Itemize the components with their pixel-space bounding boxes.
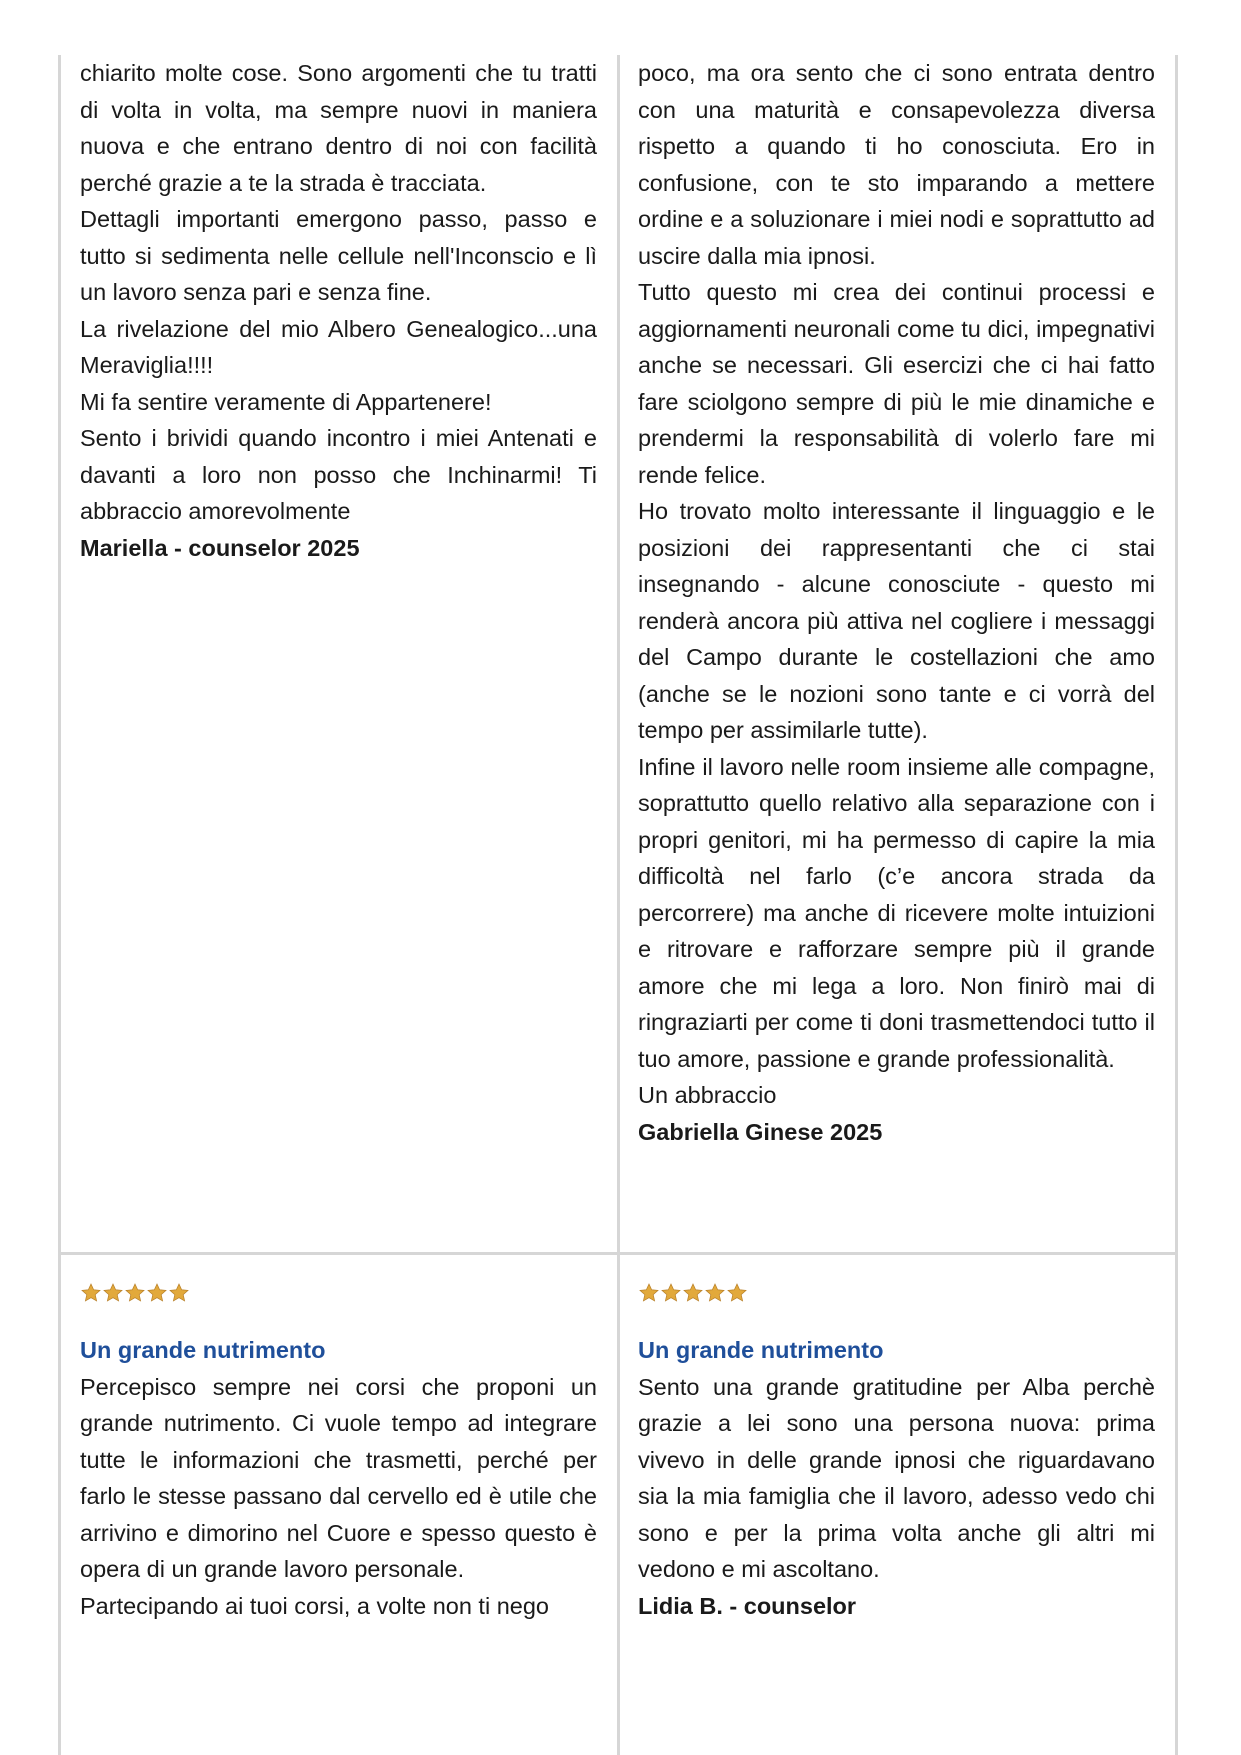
testimonial-paragraph: Un abbraccio: [638, 1082, 777, 1108]
star-icon: [704, 1282, 726, 1304]
testimonial-author: Gabriella Ginese 2025: [638, 1118, 883, 1145]
star-icon: [168, 1282, 190, 1304]
testimonial-heading: Un grande nutrimento: [80, 1337, 326, 1363]
testimonial-paragraph: chiarito molte cose. Sono argomenti che tu tratti di volta in volta, ma sempre nuovi in maniera nuova e che entrano dentro di noi con facilità perché grazie a te la strada è tracciata.: [80, 60, 597, 196]
testimonial-author: Mariella - counselor 2025: [80, 534, 360, 561]
star-icon: [638, 1282, 660, 1304]
testimonial-card-nutrimento-2: [638, 1278, 1155, 1624]
testimonial-paragraph: Infine il lavoro nelle room insieme alle compagne, soprattutto quello relativo alla separazione con i propri genitori, mi ha permesso di capire la mia difficoltà nel farlo (c’e ancora strada da percorrere) ma anche di ricevere molte intuizioni e ritrovare e rafforzare sempre più il grande amore che mi lega a loro. Non finirò mai di ringraziarti per come ti doni trasmettendoci tutto il tuo amore, passione e grande professionalità.: [638, 753, 1155, 1072]
grid-line-horizontal: [58, 1252, 1178, 1255]
star-icon: [124, 1282, 146, 1304]
star-rating: [80, 1278, 597, 1308]
testimonial-paragraph: La rivelazione del mio Albero Genealogico...una Meraviglia!!!!: [80, 315, 597, 378]
testimonial-author: Lidia B. - counselor: [638, 1592, 857, 1619]
testimonial-heading: Un grande nutrimento: [638, 1337, 884, 1363]
star-icon: [102, 1282, 124, 1304]
testimonial-card-mariella: [80, 55, 597, 566]
testimonial-paragraph: Partecipando ai tuoi corsi, a volte non ti nego: [80, 1592, 549, 1619]
testimonial-paragraph: Percepisco sempre nei corsi che proponi un grande nutrimento. Ci vuole tempo ad integrare tutte le informazioni che trasmetti, perché per farlo le stesse passano dal cervello ed è utile che arrivino e dimorino nel Cuore e spesso questo è opera di un grande lavoro personale.: [80, 1373, 597, 1582]
star-icon: [660, 1282, 682, 1304]
testimonial-paragraph: Sento una grande gratitudine per Alba perchè grazie a lei sono una persona nuova: prima vivevo in delle grande ipnosi che riguardavano sia la mia famiglia che il lavoro, adesso vedo chi sono e per la prima volta anche gli altri mi vedono e mi ascoltano.: [638, 1373, 1155, 1582]
star-icon: [80, 1282, 102, 1304]
testimonial-paragraph: Mi fa sentire veramente di Appartenere!: [80, 388, 492, 415]
testimonial-card-gabriella: [638, 55, 1155, 1150]
testimonial-paragraph: Dettagli importanti emergono passo, passo e tutto si sedimenta nelle cellule nell'Inconscio e lì un lavoro senza pari e senza fine.: [80, 206, 597, 305]
testimonial-paragraph: Ho trovato molto interessante il linguaggio e le posizioni dei rappresentanti che ci stai insegnando - alcune conosciute - questo mi renderà ancora più attiva nel cogliere i messaggi del Campo durante le costellazioni che amo (anche se le nozioni sono tante e ci vorrà del tempo per assimilarle tutte).: [638, 498, 1155, 743]
star-rating: [638, 1278, 1155, 1308]
testimonial-paragraph: Sento i brividi quando incontro i miei Antenati e davanti a loro non posso che Inchinarmi! Ti abbraccio amorevolmente: [80, 425, 597, 524]
star-icon: [726, 1282, 748, 1304]
testimonial-paragraph: poco, ma ora sento che ci sono entrata dentro con una maturità e consapevolezza diversa rispetto a quando ti ho conosciuta. Ero in confusione, con te sto imparando a mettere ordine e a soluzionare i miei nodi e soprattutto ad uscire dalla mia ipnosi.: [638, 60, 1155, 269]
grid-line-left: [58, 55, 61, 1755]
testimonial-card-nutrimento-1: [80, 1278, 597, 1624]
testimonial-paragraph: Tutto questo mi crea dei continui processi e aggiornamenti neuronali come tu dici, impegnativi anche se necessari. Gli esercizi che ci hai fatto fare sciolgono sempre di più le mie dinamiche e prendermi la responsabilità di volerlo fare mi rende felice.: [638, 279, 1155, 488]
grid-line-right: [1175, 55, 1178, 1755]
star-icon: [146, 1282, 168, 1304]
grid-line-middle: [617, 55, 620, 1755]
star-icon: [682, 1282, 704, 1304]
